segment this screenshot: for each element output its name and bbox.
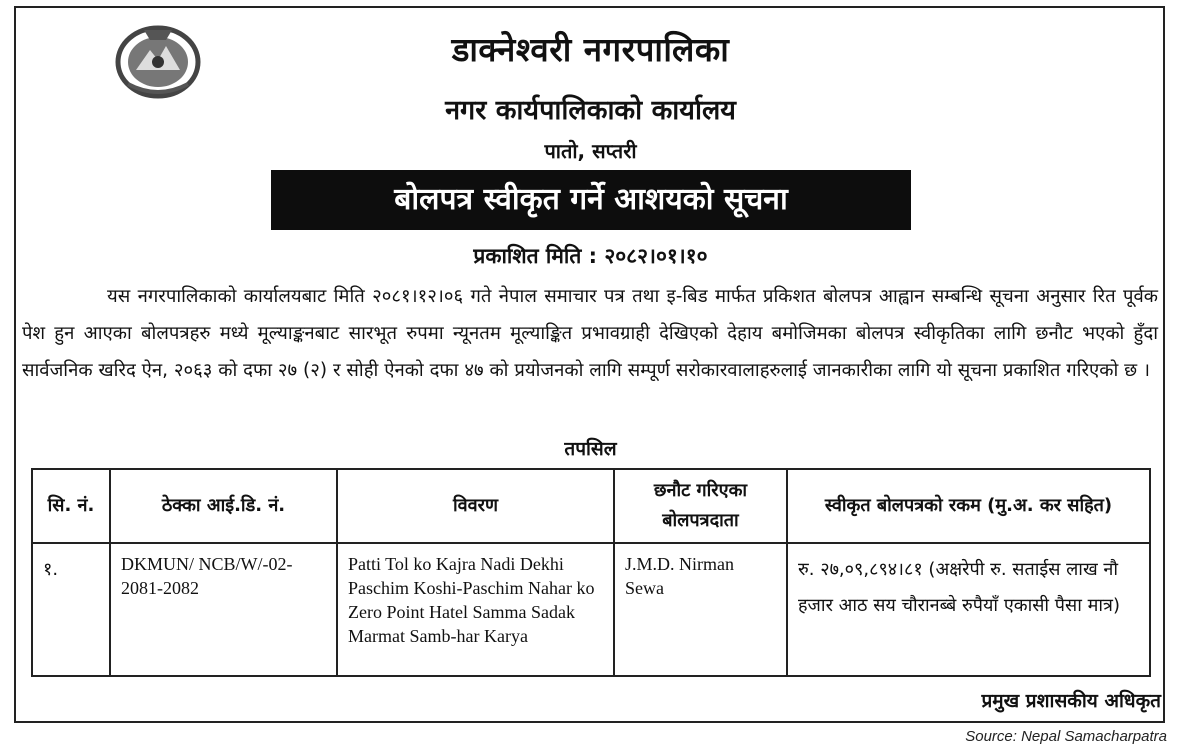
header-amount: स्वीकृत बोलपत्रको रकम (मु.अ. कर सहित) [787, 469, 1150, 543]
source-credit: Source: Nepal Samacharpatra [965, 728, 1167, 745]
award-table [31, 468, 1151, 677]
table-row [32, 543, 1150, 676]
office-name: नगर कार्यपालिकाको कार्यालय [445, 95, 736, 126]
municipality-name: डाक्नेश्वरी नगरपालिका [451, 30, 730, 69]
header-sn: सि. नं. [32, 469, 110, 543]
header-contract-id: ठेक्का आई.डि. नं. [110, 469, 337, 543]
row-amount: रु. २७,०९,८९४।८१ (अक्षरेपी रु. सताईस लाख नौ हजार आठ सय चौरानब्बे रुपैयाँ एकासी पैसा मात्र) [787, 543, 1150, 676]
published-date: प्रकाशित मिति : २०८२।०१।१० [473, 244, 708, 268]
signatory: प्रमुख प्रशासकीय अधिकृत [981, 690, 1161, 712]
schedule-heading: तपसिल [564, 438, 617, 460]
notice-paragraph: यस नगरपालिकाको कार्यालयबाट मिति २०८१।१२।०६ गते नेपाल समाचार पत्र तथा इ-बिड मार्फत प्रकिशत बोलपत्र आह्वान सम्बन्धि सूचना अनुसार रित पूर्वक पेश हुन आएका बोलपत्रहरु मध्ये मूल्याङ्कनबाट सारभूत रुपमा न्यूनतम मूल्याङ्कित प्रभावग्राही देखिएको देहाय बमोजिमका बोलपत्र स्वीकृतिका लागि छनौट भएको हुँदा सार्वजनिक खरिद ऐन, २०६३ को दफा २७ (२) र सोही ऐनको दफा ४७ को प्रयोजनको लागि सम्पूर्ण सरोकारवालाहरुलाई जानकारीका लागि यो सूचना प्रकाशित गरिएको छ । [22, 286, 1158, 381]
header-description: विवरण [337, 469, 614, 543]
header-bidder: छनौट गरिएका बोलपत्रदाता [614, 469, 787, 543]
row-contract-id: DKMUN/ NCB/W/-02-2081-2082 [110, 543, 337, 676]
office-location: पातो, सप्तरी [544, 139, 637, 163]
notice-title: बोलपत्र स्वीकृत गर्ने आशयको सूचना [271, 170, 911, 230]
row-sn: १. [32, 543, 110, 676]
row-description: Patti Tol ko Kajra Nadi Dekhi Paschim Koshi-Paschim Nahar ko Zero Point Hatel Samma Sadak Marmat Samb-har Karya [337, 543, 614, 676]
row-bidder: J.M.D. Nirman Sewa [614, 543, 787, 676]
table-header-row [32, 469, 1150, 543]
